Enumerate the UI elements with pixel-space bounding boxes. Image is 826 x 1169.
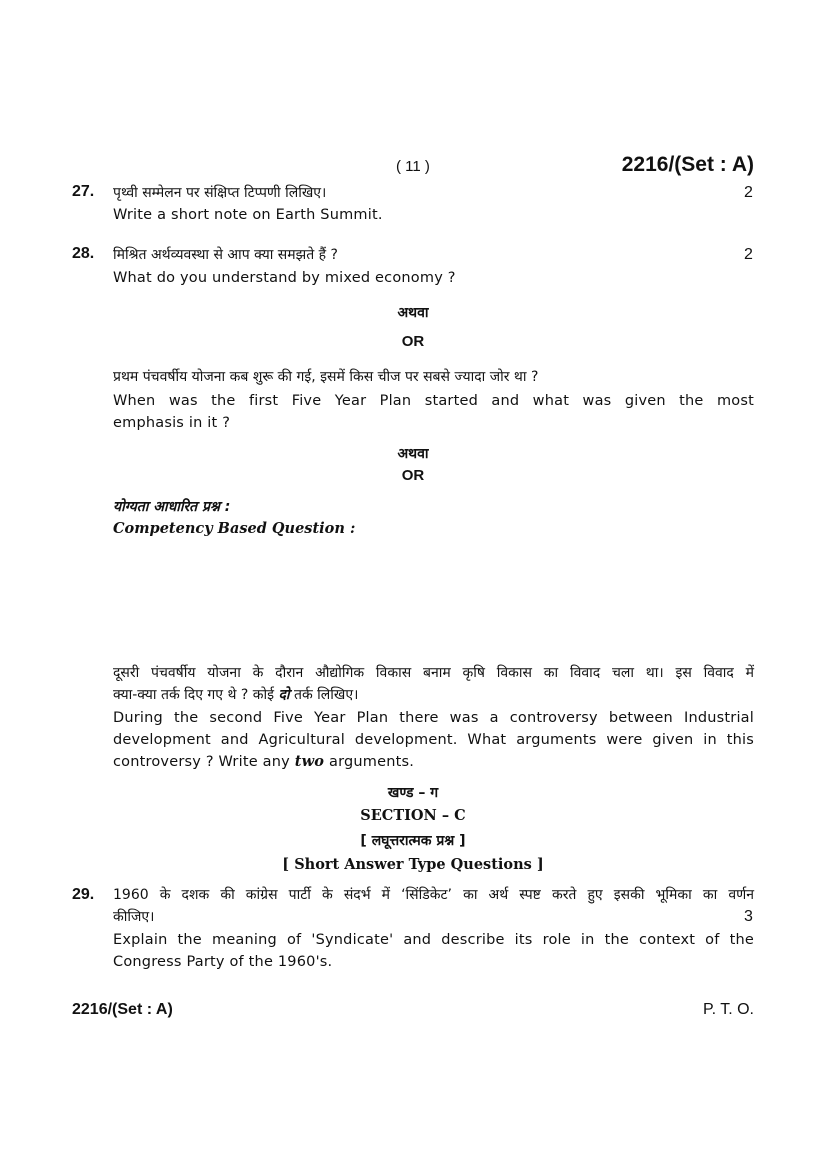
question-28-alt2-hindi-line2 (113, 685, 358, 704)
alt2-english-emphasis: two (294, 753, 325, 770)
section-c-hindi-title: खण्ड – ग (387, 785, 439, 801)
question-number-29: 29. (72, 886, 95, 903)
alt2-hindi-emphasis: दो (278, 687, 290, 703)
competency-heading-hindi: योग्यता आधारित प्रश्न : (113, 499, 231, 515)
alt2-hindi-line2-part3: तर्क लिखिए। (293, 687, 359, 703)
question-28-alt1-english-line2: emphasis in it ? (113, 415, 231, 431)
question-28-alt1-hindi: प्रथम पंचवर्षीय योजना कब शुरू की गई, इसमें किस चीज पर सबसे ज्यादा जोर था ? (113, 369, 539, 385)
question-29-english-line2: Congress Party of the 1960's. (113, 954, 333, 970)
question-28-english: What do you understand by mixed economy ? (113, 270, 456, 286)
question-27-hindi: पृथ्वी सम्मेलन पर संक्षिप्त टिप्पणी लिखिए। (113, 185, 327, 201)
question-29-marks: 3 (744, 908, 753, 925)
question-28-hindi: मिश्रित अर्थव्यवस्था से आप क्या समझते हैं ? (113, 247, 338, 263)
question-29-hindi-line2: कीजिए। (113, 909, 155, 925)
please-turn-over: P. T. O. (703, 1001, 754, 1018)
question-28-alt2-english-line1: During the second Five Year Plan there was a controversy between Industrial (113, 710, 754, 726)
question-28-alt1-english-line1: When was the first Five Year Plan started and what was given the most (113, 393, 754, 409)
question-29-english-line1: Explain the meaning of 'Syndicate' and describe its role in the context of the (113, 932, 754, 948)
question-27-english: Write a short note on Earth Summit. (113, 207, 383, 223)
question-number-27: 27. (72, 183, 95, 200)
question-28-marks: 2 (744, 246, 753, 263)
or-hindi-2: अथवा (397, 446, 429, 462)
question-number-28: 28. (72, 245, 95, 262)
competency-heading-english: Competency Based Question : (113, 520, 356, 537)
alt2-english-line3-part1: controversy ? Write any (113, 754, 290, 770)
alt2-english-line3-part3: arguments. (328, 754, 415, 770)
alt2-hindi-line2-part1: क्या-क्या तर्क दिए गए थे ? कोई (113, 687, 275, 703)
section-c-english-subtitle: [ Short Answer Type Questions ] (282, 856, 544, 873)
paper-code-footer: 2216/(Set : A) (72, 1001, 173, 1018)
section-c-hindi-subtitle: [ लघूत्तरात्मक प्रश्न ] (360, 833, 466, 849)
or-english-2: OR (401, 467, 425, 484)
question-28-alt2-hindi-line1: दूसरी पंचवर्षीय योजना के दौरान औद्योगिक विकास बनाम कृषि विकास का विवाद चला था। इस विवाद में (113, 665, 754, 681)
page-number: ( 11 ) (396, 158, 430, 175)
question-28-alt2-english-line2: development and Agricultural development. What arguments were given in this (113, 732, 754, 748)
or-english-1: OR (401, 333, 425, 350)
or-hindi-1: अथवा (397, 305, 429, 321)
question-29-hindi-line1: 1960 के दशक की कांग्रेस पार्टी के संदर्भ में ‘सिंडिकेट’ का अर्थ स्पष्ट करते हुए इसकी भूमिका का वर्णन (113, 887, 754, 903)
paper-code-header: 2216/(Set : A) (621, 153, 754, 176)
question-27-marks: 2 (744, 184, 753, 201)
section-c-english-title: SECTION – C (360, 807, 466, 824)
question-28-alt2-english-line3 (113, 753, 414, 770)
